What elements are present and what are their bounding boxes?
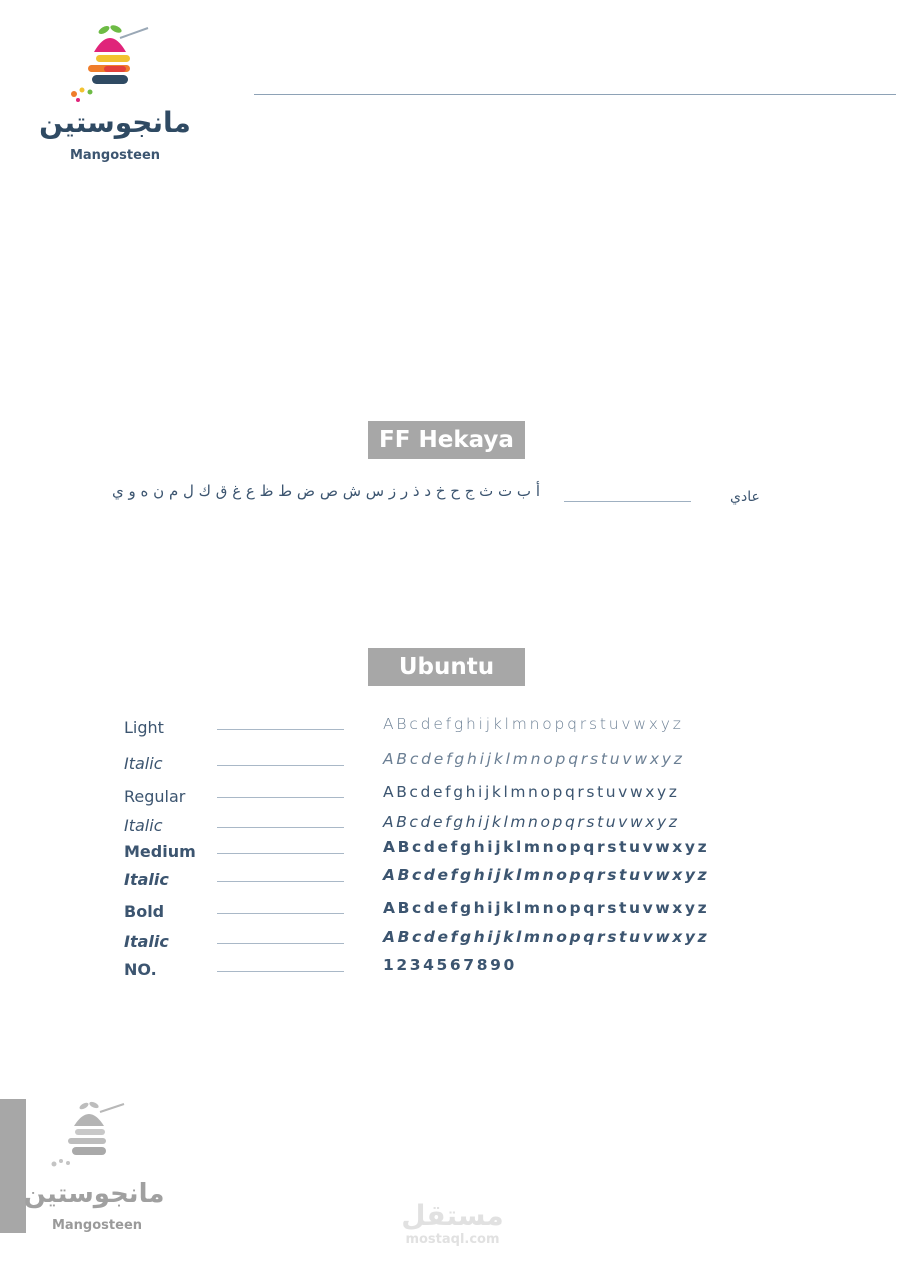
footer-logo-arabic-text: مانجوستين bbox=[23, 1179, 165, 1209]
hekaya-rule bbox=[564, 501, 691, 502]
weight-rule bbox=[217, 971, 344, 972]
mangosteen-logo-gray-icon bbox=[23, 1098, 165, 1218]
footer-logo-caption: Mangosteen bbox=[51, 1218, 143, 1233]
weight-sample-bold: ABcdefghijklmnopqrstuvwxyz bbox=[383, 899, 710, 917]
weight-sample-medium: ABcdefghijklmnopqrstuvwxyz bbox=[383, 838, 710, 856]
weight-label-regular-italic: Italic bbox=[124, 816, 163, 835]
hekaya-weight-label: عادي bbox=[730, 489, 760, 505]
footer-logo bbox=[23, 1098, 165, 1238]
footer-side-bar bbox=[0, 1099, 26, 1233]
weight-rule bbox=[217, 827, 344, 828]
weight-label-regular: Regular bbox=[124, 787, 186, 806]
weight-sample-medium-italic: ABcdefghijklmnopqrstuvwxyz bbox=[383, 866, 710, 884]
weight-rule bbox=[217, 853, 344, 854]
weight-rule bbox=[217, 881, 344, 882]
watermark-arabic: مستقل bbox=[401, 1199, 504, 1232]
weight-rule bbox=[217, 913, 344, 914]
logo-caption: Mangosteen bbox=[69, 148, 161, 163]
weight-sample-regular-italic: ABcdefghijklmnopqrstuvwxyz bbox=[383, 813, 680, 831]
logo-arabic-text: مانجوستين bbox=[39, 106, 191, 139]
weight-label-light: Light bbox=[124, 718, 164, 737]
weight-rule bbox=[217, 943, 344, 944]
weight-label-bold: Bold bbox=[124, 902, 165, 921]
hekaya-sample: أ ب ت ث ج ح خ د ذ ر ز س ش ص ض ط ظ ع غ ق ك ل م ن ه و ي bbox=[112, 482, 540, 500]
weight-rule bbox=[217, 797, 344, 798]
header-rule bbox=[254, 94, 896, 95]
ubuntu-heading: Ubuntu bbox=[368, 648, 525, 686]
mangosteen-logo-icon bbox=[39, 20, 191, 150]
weight-sample-numbers: 1234567890 bbox=[383, 956, 517, 974]
weight-rule bbox=[217, 729, 344, 730]
weight-sample-bold-italic: ABcdefghijklmnopqrstuvwxyz bbox=[383, 928, 710, 946]
weight-sample-regular: ABcdefghijklmnopqrstuvwxyz bbox=[383, 783, 680, 801]
weight-label-numbers: NO. bbox=[124, 960, 157, 979]
hekaya-heading: FF Hekaya bbox=[368, 421, 525, 459]
weight-label-medium-italic: Italic bbox=[124, 870, 169, 889]
weight-label-bold-italic: Italic bbox=[124, 932, 169, 951]
weight-label-light-italic: Italic bbox=[124, 754, 163, 773]
weight-label-medium: Medium bbox=[124, 842, 196, 861]
weight-rule bbox=[217, 765, 344, 766]
weight-sample-light: ABcdefghijklmnopqrstuvwxyz bbox=[383, 715, 684, 733]
weight-sample-light-italic: ABcdefghijklmnopqrstuvwxyz bbox=[383, 750, 685, 768]
brand-logo bbox=[39, 20, 191, 170]
mostaql-watermark bbox=[380, 1200, 525, 1248]
watermark-url: mostaql.com bbox=[405, 1232, 500, 1247]
